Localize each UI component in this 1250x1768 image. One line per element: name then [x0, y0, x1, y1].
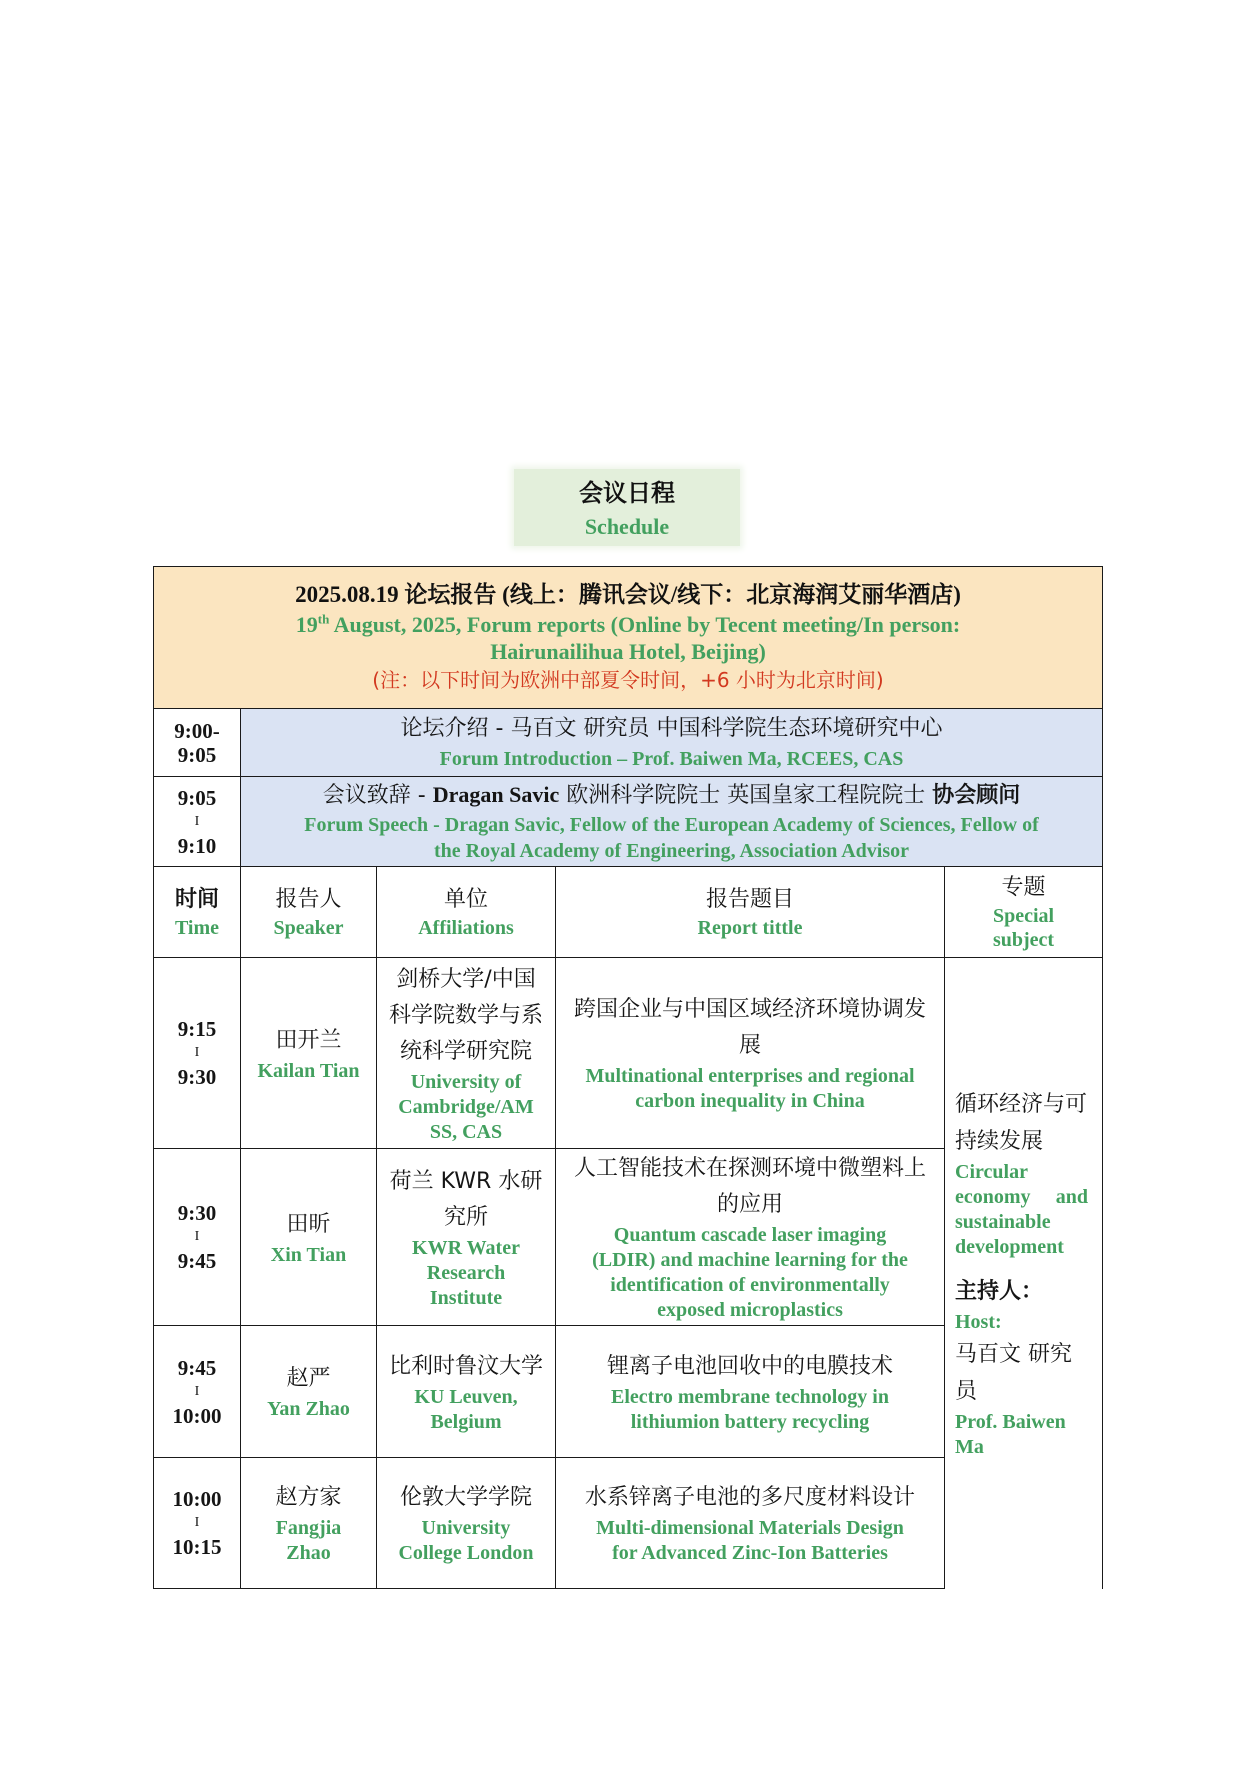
special-topic-cn-2: 持续发展: [955, 1129, 1044, 1155]
session-1-title-en-2: carbon inequality in China: [635, 1090, 865, 1112]
banner-day: 19: [295, 612, 318, 637]
session-4-time-separator: I: [194, 1515, 200, 1530]
session-1-speaker: [241, 958, 377, 1149]
forum-banner-en-line-1: [158, 611, 1098, 638]
column-header-speaker-en: Speaker: [273, 917, 344, 939]
session-1-time-end: 9:30: [177, 1065, 217, 1089]
session-4-affiliation-en-2: College London: [398, 1542, 534, 1564]
session-1-title-cn-2: 展: [738, 1033, 761, 1058]
column-header-affiliations-cn: 单位: [443, 887, 488, 912]
session-1-time: [154, 958, 241, 1149]
column-header-time-en: Time: [174, 917, 220, 939]
session-3-affiliation-en-2: Belgium: [430, 1410, 502, 1433]
column-header-row: [154, 867, 1103, 958]
special-topic-en-4: development: [955, 1236, 1064, 1259]
session-4-time-start: 10:00: [172, 1487, 222, 1511]
speech-cn-part-3: 欧洲科学院院士 英国皇家工程院院士: [559, 783, 933, 808]
session-3-title-cn-1: 锂离子电池回收中的电膜技术: [606, 1353, 893, 1379]
host-name-cn-2: 员: [955, 1379, 978, 1405]
session-2-affiliation-en-1: KWR Water: [412, 1236, 520, 1259]
session-2-title-en-3: identification of environmentally: [610, 1274, 890, 1296]
speech-cn: [245, 779, 1098, 812]
session-1-speaker-en: Kailan Tian: [257, 1059, 360, 1082]
column-header-affiliations: [377, 867, 556, 958]
column-header-special-subject-en-1: Special: [992, 905, 1055, 927]
session-2-title-cn-1: 人工智能技术在探测环境中微塑料上: [573, 1156, 926, 1181]
session-2-speaker-cn: 田昕: [286, 1211, 331, 1237]
session-3-speaker-cn: 赵严: [286, 1366, 331, 1391]
session-1-affiliation: [377, 958, 556, 1149]
session-2-affiliation-en-2: Research: [426, 1261, 506, 1284]
session-1-affiliation-en-2: Cambridge/AM: [398, 1095, 534, 1118]
intro-time-end: 9:05: [177, 742, 217, 767]
session-4-time-end: 10:15: [172, 1535, 222, 1559]
special-topic-en-3: sustainable: [955, 1211, 1051, 1234]
session-1-report-title: [556, 958, 945, 1149]
session-2-affiliation-cn-2: 究所: [443, 1204, 488, 1230]
column-header-report-title-cn: 报告题目: [705, 887, 794, 912]
session-row-1: [154, 958, 1103, 1149]
session-1-title-en-1: Multinational enterprises and regional: [585, 1065, 915, 1087]
host-name-en-1: Prof. Baiwen: [955, 1411, 1066, 1434]
session-4-speaker: [241, 1458, 377, 1589]
session-1-affiliation-en-3: SS, CAS: [429, 1120, 503, 1143]
session-3-title-en-1: Electro membrane technology in: [611, 1385, 889, 1408]
schedule-table: [153, 566, 1103, 1589]
session-3-time-start: 9:45: [177, 1355, 217, 1380]
session-2-title-en-2: (LDIR) and machine learning for the: [592, 1249, 908, 1271]
session-3-time: [154, 1326, 241, 1458]
session-2-affiliation: [377, 1149, 556, 1326]
session-4-affiliation-en-1: University: [421, 1517, 511, 1539]
session-2-time-separator: I: [194, 1229, 200, 1244]
column-header-speaker-cn: 报告人: [275, 887, 342, 912]
banner-en-text: August, 2025, Forum reports (Online by Tecent meeting/In person:: [329, 612, 961, 637]
column-header-report-title-en: Report tittle: [697, 917, 803, 939]
session-4-speaker-en-2: Zhao: [286, 1542, 331, 1564]
speech-advisor-label: 协会顾问: [932, 783, 1021, 808]
host-label-en: Host:: [955, 1311, 1002, 1334]
speech-time-end: 9:10: [177, 833, 217, 858]
session-1-affiliation-cn-1: 剑桥大学/中国: [396, 966, 536, 992]
schedule-title-box: [514, 469, 740, 546]
session-1-affiliation-cn-3: 统科学研究院: [399, 1038, 532, 1064]
session-4-affiliation: [377, 1458, 556, 1589]
timezone-note: (注：以下时间为欧洲中部夏令时间，+6 小时为北京时间): [372, 668, 884, 692]
intro-time-start: 9:00-: [174, 718, 220, 743]
session-2-report-title: [556, 1149, 945, 1326]
special-topic-en-2: economy and: [955, 1186, 1089, 1209]
speech-speaker-name: Dragan Savic: [432, 782, 560, 807]
forum-banner-cn: 2025.08.19 论坛报告 (线上：腾讯会议/线下：北京海润艾丽华酒店): [295, 582, 961, 607]
session-3-report-title: [556, 1326, 945, 1458]
session-3-speaker-en: Yan Zhao: [267, 1398, 350, 1420]
session-1-time-separator: I: [194, 1045, 200, 1060]
forum-speech-row: [154, 777, 1103, 867]
banner-day-suffix: th: [317, 611, 330, 627]
session-2-affiliation-en-3: Institute: [429, 1286, 503, 1309]
session-4-speaker-en-1: Fangjia: [275, 1517, 342, 1539]
session-2-time: [154, 1149, 241, 1326]
column-header-report-title: [556, 867, 945, 958]
speech-time: [154, 777, 241, 867]
column-header-special-subject-en-2: subject: [992, 929, 1055, 951]
session-3-affiliation: [377, 1326, 556, 1458]
session-3-title-en-2: lithiumion battery recycling: [630, 1410, 870, 1433]
speech-cn-part-1: 会议致辞 -: [322, 783, 433, 808]
schedule-title-cn: 会议日程: [579, 479, 675, 507]
host-label-cn: 主持人：: [955, 1279, 1044, 1305]
special-topic-en-1: Circular: [955, 1161, 1028, 1184]
session-3-affiliation-cn-1: 比利时鲁汶大学: [388, 1353, 543, 1379]
session-3-time-end: 10:00: [172, 1403, 222, 1428]
column-header-speaker: [241, 867, 377, 958]
session-3-time-separator: I: [194, 1383, 200, 1399]
session-2-title-en-1: Quantum cascade laser imaging: [613, 1224, 887, 1246]
intro-cell: [241, 709, 1103, 777]
session-2-speaker: [241, 1149, 377, 1326]
speech-en-line-2: the Royal Academy of Engineering, Association Advisor: [434, 840, 910, 862]
forum-intro-row: [154, 709, 1103, 777]
column-header-time-cn: 时间: [174, 887, 219, 912]
session-2-affiliation-cn-1: 荷兰 KWR 水研: [389, 1168, 543, 1194]
session-4-speaker-cn: 赵方家: [275, 1485, 342, 1510]
session-1-time-start: 9:15: [177, 1017, 217, 1041]
session-4-affiliation-cn-1: 伦敦大学学院: [399, 1485, 532, 1510]
speech-time-separator: I: [194, 813, 200, 829]
forum-banner-en-line-2: Hairunailihua Hotel, Beijing): [490, 639, 766, 664]
session-3-affiliation-en-1: KU Leuven,: [414, 1385, 518, 1408]
host-name-cn-1: 马百文 研究: [955, 1342, 1072, 1368]
session-1-speaker-cn: 田开兰: [275, 1027, 342, 1053]
intro-en: Forum Introduction – Prof. Baiwen Ma, RCEES, CAS: [439, 747, 904, 770]
session-3-speaker: [241, 1326, 377, 1458]
forum-banner-row: [154, 567, 1103, 709]
session-4-title-en-1: Multi-dimensional Materials Design: [596, 1517, 904, 1539]
session-2-time-start: 9:30: [177, 1201, 217, 1225]
session-4-title-en-2: for Advanced Zinc-Ion Batteries: [612, 1542, 888, 1564]
session-2-speaker-en: Xin Tian: [270, 1243, 347, 1266]
session-2-title-en-4: exposed microplastics: [657, 1299, 843, 1321]
forum-banner-cell: [154, 567, 1103, 709]
schedule-title-en: Schedule: [584, 514, 670, 539]
session-1-title-cn-1: 跨国企业与中国区域经济环境协调发: [573, 997, 926, 1022]
session-1-affiliation-cn-2: 科学院数学与系: [388, 1002, 543, 1028]
session-4-report-title: [556, 1458, 945, 1589]
speech-cell: [241, 777, 1103, 867]
session-2-time-end: 9:45: [177, 1249, 217, 1273]
intro-time: [154, 709, 241, 777]
host-name-en-2: Ma: [955, 1436, 984, 1459]
session-4-time: [154, 1458, 241, 1589]
session-4-title-cn-1: 水系锌离子电池的多尺度材料设计: [584, 1485, 915, 1510]
column-header-special-subject-cn: 专题: [1001, 875, 1046, 900]
column-header-affiliations-en: Affiliations: [418, 917, 514, 939]
speech-en-line-1: Forum Speech - Dragan Savic, Fellow of the European Academy of Sciences, Fellow of: [304, 814, 1039, 836]
special-subject-cell: [945, 958, 1103, 1589]
session-2-title-cn-2: 的应用: [716, 1192, 783, 1217]
column-header-time: [154, 867, 241, 958]
intro-cn: 论坛介绍 - 马百文 研究员 中国科学院生态环境研究中心: [400, 715, 943, 741]
special-topic-cn-1: 循环经济与可: [955, 1092, 1088, 1118]
session-1-affiliation-en-1: University of: [410, 1070, 522, 1093]
column-header-special-subject: [945, 867, 1103, 958]
speech-time-start: 9:05: [177, 785, 217, 810]
